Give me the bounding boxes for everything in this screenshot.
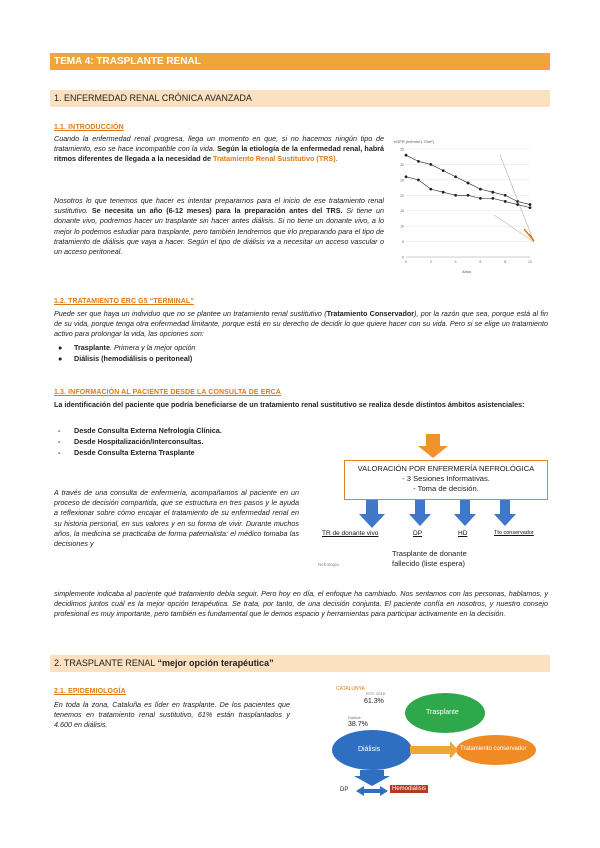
label-donante-fallecido-2: fallecido (liste espera) xyxy=(392,559,465,568)
y-tick-label: 0 xyxy=(402,255,404,260)
data-point xyxy=(467,194,470,197)
dash-icon: - xyxy=(58,426,61,435)
bullet-icon: ● xyxy=(58,353,63,363)
ambito-2: Desde Hospitalización/Interconsultas. xyxy=(74,436,204,446)
down-arrow-orange-icon xyxy=(418,434,448,458)
label-tto-conservador: Tto conservador xyxy=(494,530,534,536)
option-1-bold: Trasplante xyxy=(74,343,110,352)
ambito-1: Desde Consulta Externa Nefrología Clínica. xyxy=(74,426,222,435)
paragraph-identificacion: La identificación del paciente que podría beneficiarse de un tratamiento renal sustitutivo se realiza desde distintos ámbitos asistenciales: xyxy=(54,400,525,409)
label-donante-fallecido-1: Trasplante de donante xyxy=(392,549,467,558)
projection-line-2 xyxy=(500,155,534,242)
data-point xyxy=(405,154,408,157)
terminal-text-b: Tratamiento Conservador xyxy=(326,309,415,318)
label-pct-dialisis: 38.7% xyxy=(348,721,368,728)
down-arrow-icon xyxy=(354,770,390,786)
terminal-text-c: ), por la razón que sea, porque está al fin de su vida, porque tenga otra enfermedad limitante, porque está en su derecho de decidir lo que quiere hacer con su vida. Pero si se elige un tratamiento activo para prolongar la vida, las opciones son: xyxy=(54,309,548,339)
x-tick-label: 6 xyxy=(479,260,482,264)
down-arrow-blue-icon-3 xyxy=(454,500,476,526)
projection-line-1 xyxy=(494,215,534,242)
data-point xyxy=(491,197,494,200)
intro-text-trs: Tratamiento Renal Sustitutivo (TRS). xyxy=(213,154,338,164)
paragraph-decision-compartida: A través de una consulta de enfermería, acompañamos al paciente en un proceso de decisión compartida, que se estructura en tres pasos y le ayuda a reflexionar sobre cómo encajar el tratamiento de su enfermedad renal en su historia personal, en sus valores y en su forma de vivir. Durante muchos años, la medicina se practicaba de forma paternalista: el médico tomaba las decisiones y xyxy=(54,488,299,549)
list-item xyxy=(54,448,222,459)
data-point xyxy=(516,203,519,206)
list-item xyxy=(54,426,222,437)
label-pct-trasplante: 61.3% xyxy=(364,698,384,705)
x-tick-label: 10 xyxy=(528,260,532,264)
data-point xyxy=(504,194,507,197)
document-title: TEMA 4: TRASPLANTE RENAL xyxy=(50,53,550,70)
data-point xyxy=(417,160,420,163)
data-point xyxy=(491,191,494,194)
subsection-1-3: 1.3. INFORMACIÓN AL PACIENTE DESDE LA CONSULTA DE ERCA xyxy=(54,389,281,396)
egfr-chart-svg xyxy=(392,135,542,278)
x-tick-label: 8 xyxy=(504,260,507,264)
section-2-title xyxy=(50,655,550,672)
paragraph-terminal xyxy=(54,309,548,340)
intro-text-a: Cuando la enfermedad renal progresa, llega un momento en que, si no hacemos ningún tipo de tratamiento, eso se hace incompatible con la vida. xyxy=(54,134,384,154)
subsection-2-1: 2.1. EPIDEMIOLOGÍA xyxy=(54,688,126,695)
series-line-2 xyxy=(406,177,530,208)
intro-text-b: Según la etiología de la enfermedad renal, habrá ritmos diferentes de llegada a la necesidad de xyxy=(54,144,385,164)
label-catalunya: CATALUNYA xyxy=(336,686,365,692)
label-dp: DP xyxy=(340,787,349,793)
intro2-text-a: Nosotros lo que tenemos que hacer es intentar prepararnos para el inicio de ese tratamiento renal sustitutivo. xyxy=(54,196,384,216)
label-hemodialisis: Hemodiálisis xyxy=(392,786,427,792)
chart-xlabel: Años xyxy=(462,269,472,274)
ambito-3: Desde Consulta Externa Trasplante xyxy=(74,447,195,457)
chart-ticks xyxy=(400,148,532,265)
subsection-1-2: 1.2. TRATAMIENTO ERC G5 “TERMINAL” xyxy=(54,298,194,305)
y-tick-label: 15 xyxy=(400,209,404,214)
section-2-title-a: 2. TRASPLANTE RENAL xyxy=(54,658,158,668)
down-arrow-blue-icon-2 xyxy=(409,500,431,526)
data-point xyxy=(479,197,482,200)
data-point xyxy=(504,200,507,203)
intro2-text-b: Se necesita un año (6-12 meses) para la preparación antes del TRS. xyxy=(91,206,343,216)
ambitos-list xyxy=(54,426,222,458)
chart-series xyxy=(405,154,532,209)
list-item xyxy=(54,343,195,354)
option-2: Diálisis (hemodiálisis o peritoneal) xyxy=(74,353,193,363)
label-tratamiento-conservador: Tratamiento conservador xyxy=(460,746,527,752)
y-tick-label: 5 xyxy=(402,240,404,245)
y-tick-label: 10 xyxy=(400,224,404,229)
paragraph-epidemiologia: En toda la zona, Cataluña es líder en trasplante. De los pacientes que tenemos en tratamiento renal sustitutivo, 61% están trasplantados y 4.600 en diálisis. xyxy=(54,700,290,730)
label-trasplante: Trasplante xyxy=(426,709,459,716)
valoracion-title: VALORACIÓN POR ENFERMERÍA NEFROLÓGICA xyxy=(357,464,535,473)
list-item xyxy=(54,354,195,365)
section-1-title: 1. ENFERMEDAD RENAL CRÓNICA AVANZADA xyxy=(50,90,550,107)
label-dp: DP xyxy=(413,530,423,537)
data-point xyxy=(467,182,470,185)
down-arrow-blue-icon-4 xyxy=(494,500,516,526)
label-hd: HD xyxy=(458,530,468,537)
chart-title: eGFR (ml/min/1.73m²) xyxy=(394,139,434,144)
y-tick-label: 35 xyxy=(400,147,404,152)
epidemiologia-diagram xyxy=(330,686,560,806)
y-tick-label: 20 xyxy=(400,193,404,198)
label-dialisis: Diálisis xyxy=(358,746,381,753)
paragraph-intro-1 xyxy=(54,134,384,165)
data-point xyxy=(442,169,445,172)
paragraph-intro-2 xyxy=(54,196,384,257)
x-tick-label: 0 xyxy=(405,260,407,264)
data-point xyxy=(405,175,408,178)
data-point xyxy=(454,175,457,178)
intro2-text-c: Si tiene un donante vivo, podremos hacer un trasplante sin hacer antes diálisis. Si no tiene un donante vivo, a lo mejor lo podemos estudiar para trasplante, pero también tendremos que irlo preparando para el tipo de tratamiento de diálisis que vaya a hacer. Según el tipo de diálisis va a necesitar un acceso vascular o un acceso peritoneal. xyxy=(54,206,384,257)
valoracion-box xyxy=(344,460,548,500)
x-tick-label: 2 xyxy=(429,260,432,264)
list-item xyxy=(54,437,222,448)
label-dialisis-small: Diálisis xyxy=(348,715,361,720)
terminal-text-a: Puede ser que haya un individuo que no se plantee un tratamiento renal sustitutivo ( xyxy=(54,309,327,318)
treatment-options-list xyxy=(54,343,195,365)
data-point xyxy=(442,191,445,194)
data-point xyxy=(429,163,432,166)
split-arrow-icon xyxy=(356,786,388,796)
valoracion-diagram xyxy=(312,430,552,580)
dash-icon: - xyxy=(58,447,61,457)
label-rts-year: RTS, 2016 xyxy=(366,691,386,696)
x-tick-label: 4 xyxy=(454,260,457,264)
chart-arrow-line xyxy=(524,229,534,241)
data-point xyxy=(479,188,482,191)
down-arrow-blue-icon-1 xyxy=(359,500,385,528)
dash-icon: - xyxy=(58,436,61,446)
data-point xyxy=(529,206,532,209)
section-2-title-b: “mejor opción terapéutica” xyxy=(157,658,274,668)
valoracion-line-1: - 3 Sesiones Informativas. xyxy=(402,474,490,483)
y-tick-label: 30 xyxy=(400,162,404,167)
bullet-icon: ● xyxy=(58,343,63,352)
data-point xyxy=(454,194,457,197)
data-point xyxy=(429,188,432,191)
y-tick-label: 25 xyxy=(400,178,404,183)
paragraph-enfoque: simplemente indicaba al paciente qué tratamiento debía seguir. Pero hoy en día, el enfoque ha cambiado. Nos sentamos con las personas, hablamos, y decidimos juntos cuál es la mejor opción terapéutica. Se trata, por tanto, de una decisión conjunta. El paciente confía en nosotros, y nuestro consejo profesional es muy importante, pero también es fundamental que le demos espacio y herramientas para participar activamente en la decisión. xyxy=(54,589,548,619)
subsection-1-1: 1.1. INTRODUCCIÓN xyxy=(54,124,124,131)
egfr-chart xyxy=(392,135,542,278)
label-tr-donante-vivo: TR de donante vivo xyxy=(322,530,379,537)
data-point xyxy=(529,203,532,206)
valoracion-line-2: - Toma de decisión. xyxy=(413,484,479,493)
option-1-rest: . Primera y la mejor opción xyxy=(109,343,196,352)
diagram-caption-nefrologia: Nefrología xyxy=(318,562,339,567)
data-point xyxy=(417,178,420,181)
right-arrow-icon xyxy=(410,741,458,759)
